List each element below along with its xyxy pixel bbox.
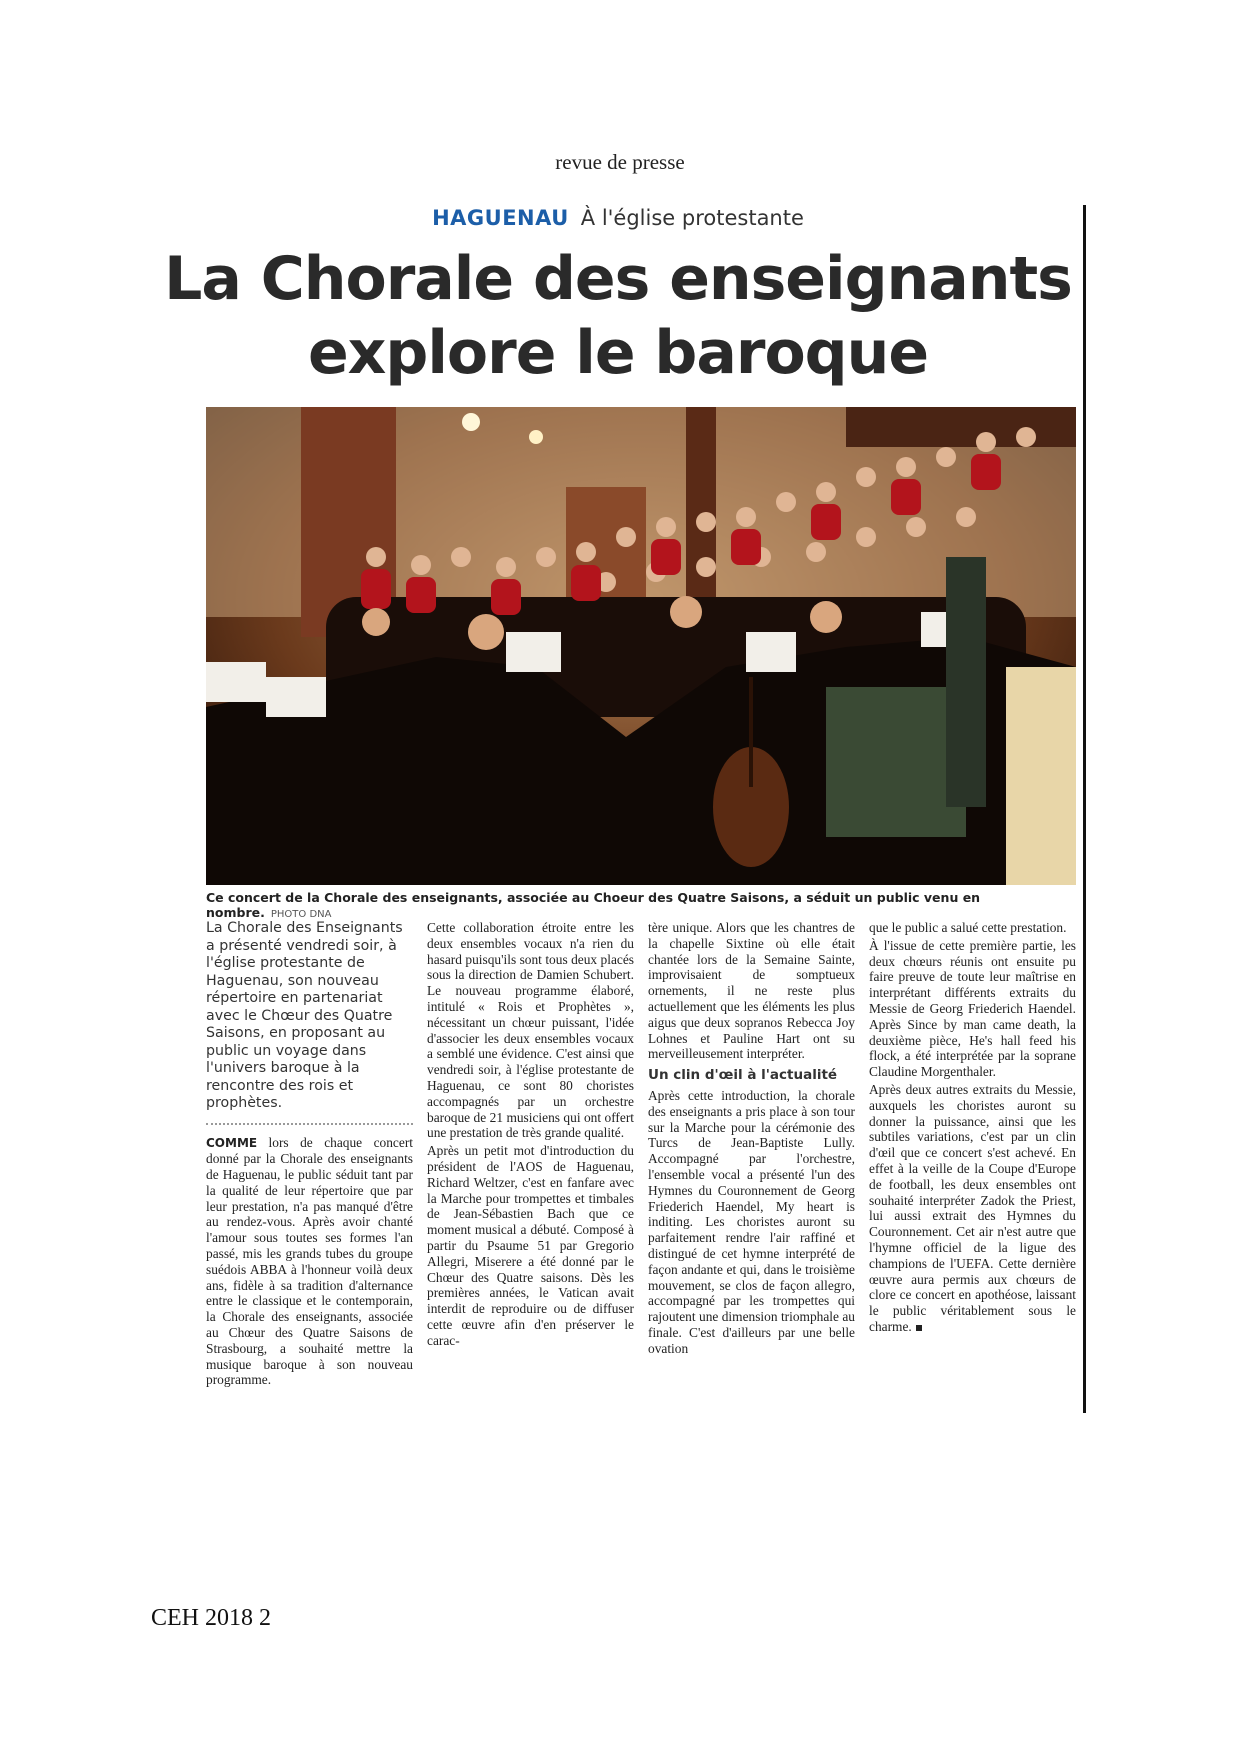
article-kicker: [152, 206, 1084, 230]
column-3-paragraph-1: tère unique. Alors que les chantres de la chapelle Sixtine où elle était chantée lors de la Semaine Sainte, improvisaient de somptueux ornements, il ne reste plus actuellement que les éléments les plus aigus que deux sopranos Rebecca Joy Lohnes et Pauline Hart ont su merveilleusement interpréter.: [648, 920, 855, 1062]
article-subheading: Un clin d'œil à l'actualité: [648, 1067, 838, 1084]
column-4-paragraph-3: [869, 1082, 1076, 1335]
column-2-paragraph-1: Cette collaboration étroite entre les deux ensembles vocaux n'a rien du hasard puisqu'ils sont tous deux placés sous la direction de Damien Schubert. Le nouveau programme élaboré, intitulé « Rois et Prophètes », nécessitant un chœur puissant, l'idée d'associer les deux ensembles vocaux a semblé une évidence. C'est ainsi que vendredi soir, à l'église protestante de Haguenau, ce sont 80 choristes accompagnés par un orchestre baroque de 21 musiciens qui ont offert une prestation de très grande qualité.: [427, 920, 634, 1141]
column-1-text: lors de chaque concert donné par la Chorale des enseignants de Haguenau, le public séduit tant par la qualité de leur répertoire que par leur prestation, n'a pas manqué d'être au rendez-vous. Après avoir chanté l'amour sous toutes ses formes l'an passé, mis les grands tubes du groupe suédois ABBA à l'honneur voilà deux ans, fidèle à sa tradition d'alternance entre le classique et le contemporain, la Chorale des enseignants, associée au Chœur des Quatre Saisons de Strasbourg, a souhaité mettre la musique baroque à son nouveau programme.: [206, 1134, 413, 1388]
end-mark-icon: [916, 1325, 922, 1331]
page-footer-note: CEH 2018 2: [151, 1605, 271, 1631]
page-header-note: revue de presse: [555, 150, 685, 174]
photo-caption: [206, 890, 1076, 920]
column-4-text: Après deux autres extraits du Messie, auxquels les choristes auront su donner la puissance, ainsi que les subtiles variations, c'est par un clin d'œil que ce concert s'est achevé. En effet à la veille de la Coupe d'Europe de football, les deux ensembles ont souhaité interpréter Zadok the Priest, lui aussi extrait des Hymnes du Couronnement. Cet air n'est autre que l'hymne officiel de la ligue des champions de l'UEFA. Cette dernière œuvre aura permis aux chœurs de clore ce concert en apothéose, laissant le public véritablement sous le charme.: [869, 1081, 1076, 1334]
column-4-paragraph-2: À l'issue de cette première partie, les deux chœurs réunis ont ensuite pu faire preuve de toute leur maîtrise en interprétant différents extraits du Messie de Georg Friederich Haendel. Après Since by man came death, la deuxième pièce, He's hall feed his flock, a été interprétée par la soprane Claudine Morgenthaler.: [869, 937, 1076, 1080]
column-1-paragraph: [206, 1135, 413, 1389]
newspaper-clipping: [152, 190, 1084, 1412]
dotted-divider: [206, 1123, 413, 1125]
column-4-paragraph-1: que le public a salué cette prestation.: [869, 920, 1067, 935]
clipping-edge-rule: [1083, 205, 1086, 1413]
kicker-city: HAGUENAU: [432, 206, 569, 230]
headline-line-2: explore le baroque: [307, 318, 929, 388]
article-column-1: [206, 920, 413, 1400]
column-3-paragraph-2: Après cette introduction, la chorale des enseignants a pris place à son tour sur la Marche pour la cérémonie des Turcs de Jean-Baptiste Lully. Accompagné par l'orchestre, l'ensemble vocal a présenté l'un des Hymnes du Couronnement de Georg Friederich Haendel, My heart is inditing. Les choristes auront su parfaitement rendre l'air raffiné et distingué de cet hymne interprété de façon andante et qui, dans le troisième mouvement, se clos de façon allegro, accompagné par les trompettes qui rajoutent une dimension triomphale au finale. C'est d'ailleurs par une belle ovation: [648, 1087, 855, 1356]
article-headline: [152, 242, 1084, 390]
article-columns: [206, 920, 1076, 1400]
headline-line-1: La Chorale des enseignants: [164, 244, 1072, 314]
article-column-3: [648, 920, 855, 1400]
photo-caption-text: Ce concert de la Chorale des enseignants, associée au Choeur des Quatre Saisons, a séduit un public venu en nombre.: [206, 890, 981, 920]
runin-word: COMME: [206, 1135, 258, 1150]
article-column-2: [427, 920, 634, 1400]
article-lead: La Chorale des Enseignants a présenté vendredi soir, à l'église protestante de Haguenau, son nouveau répertoire en partenariat avec le Chœur des Quatre Saisons, en proposant au public un voyage dans l'univers baroque à la rencontre des rois et prophètes.: [206, 920, 403, 1111]
concert-photo: [206, 407, 1076, 885]
column-2-paragraph-2: Après un petit mot d'introduction du président de l'AOS de Haguenau, Richard Weltzer, c'est en fanfare avec la Marche pour trompettes et timbales de Jean-Sébastien Bach que ce moment musical a débuté. Composé à partir du Psaume 51 par Gregorio Allegri, Miserere a été donné par le Chœur des Quatre saisons. Dès les premières années, le Vatican avait interdit de reproduire ou de diffuser cette œuvre afin d'en préserver le carac-: [427, 1143, 634, 1348]
article-column-4: [869, 920, 1076, 1400]
photo-credit: PHOTO DNA: [270, 909, 332, 920]
concert-photo-illustration: [206, 407, 1076, 885]
kicker-place: À l'église protestante: [580, 206, 804, 230]
